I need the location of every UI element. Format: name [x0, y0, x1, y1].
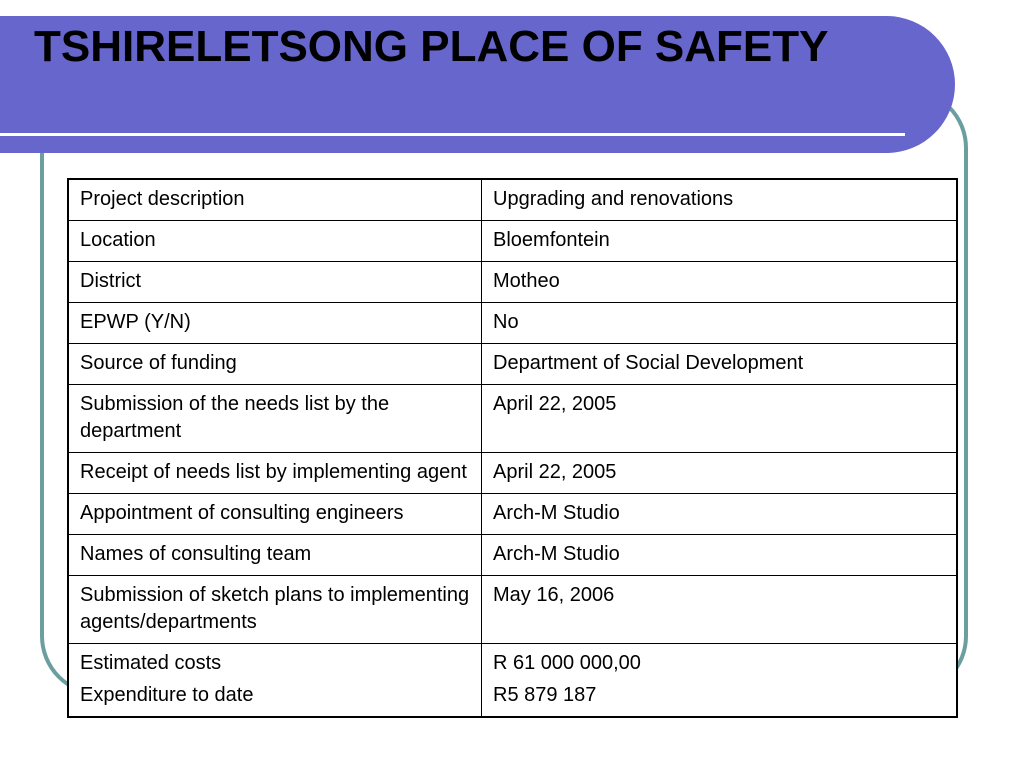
row-label: Submission of the needs list by the department	[68, 385, 482, 453]
table-row	[68, 303, 957, 344]
row-value: Arch-M Studio	[482, 535, 958, 576]
project-info-table	[67, 178, 958, 718]
row-value: No	[482, 303, 958, 344]
row-value: Upgrading and renovations	[482, 179, 958, 221]
table-row	[68, 535, 957, 576]
table-row	[68, 179, 957, 221]
row-value: Motheo	[482, 262, 958, 303]
estimated-costs-label: Estimated costs	[80, 652, 222, 674]
slide-title: TSHIRELETSONG PLACE OF SAFETY	[34, 22, 829, 71]
costs-labels	[68, 644, 482, 718]
row-label: Receipt of needs list by implementing agent	[68, 453, 482, 494]
row-value: April 22, 2005	[482, 385, 958, 453]
row-label: Names of consulting team	[68, 535, 482, 576]
table-row	[68, 385, 957, 453]
table-row	[68, 494, 957, 535]
table-row	[68, 262, 957, 303]
row-value: Bloemfontein	[482, 221, 958, 262]
table-row	[68, 221, 957, 262]
row-label: Source of funding	[68, 344, 482, 385]
costs-row	[68, 644, 957, 718]
row-label: Project description	[68, 179, 482, 221]
row-value: May 16, 2006	[482, 576, 958, 644]
row-value: April 22, 2005	[482, 453, 958, 494]
costs-values	[482, 644, 958, 718]
row-value: Arch-M Studio	[482, 494, 958, 535]
table-row	[68, 453, 957, 494]
table-row	[68, 576, 957, 644]
estimated-costs-value: R 61 000 000,00	[493, 652, 641, 674]
table-row	[68, 344, 957, 385]
expenditure-label: Expenditure to date	[80, 684, 254, 706]
row-label: Location	[68, 221, 482, 262]
row-label: EPWP (Y/N)	[68, 303, 482, 344]
row-label: Appointment of consulting engineers	[68, 494, 482, 535]
title-underline	[0, 133, 905, 136]
expenditure-value: R5 879 187	[493, 684, 597, 706]
row-label: District	[68, 262, 482, 303]
row-value: Department of Social Development	[482, 344, 958, 385]
row-label: Submission of sketch plans to implementing agents/departments	[68, 576, 482, 644]
